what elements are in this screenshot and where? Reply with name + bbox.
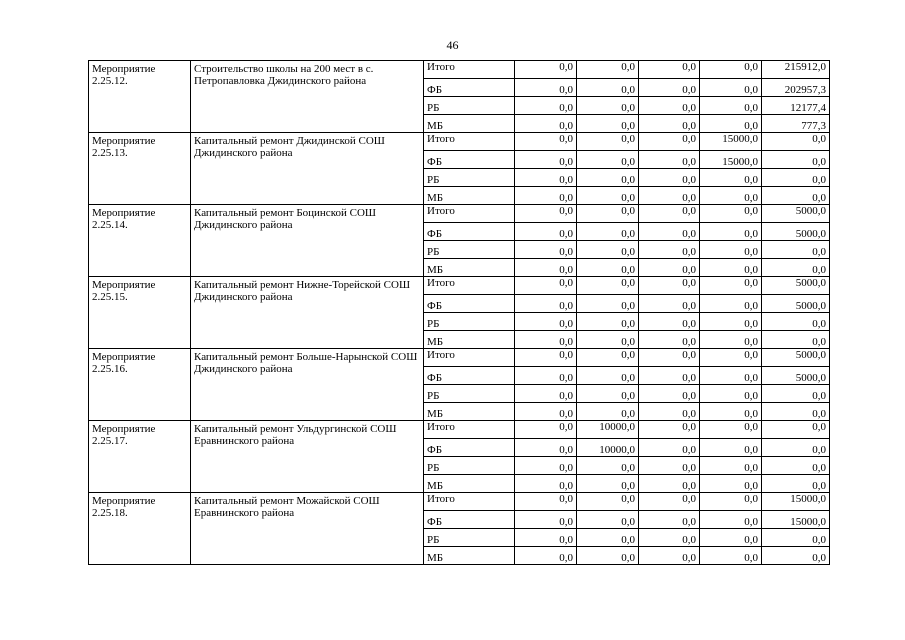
amount-cell: 0,0 — [515, 151, 577, 169]
amount-cell: 0,0 — [577, 457, 639, 475]
amount-cell: 0,0 — [762, 169, 830, 187]
amount-cell: 0,0 — [762, 151, 830, 169]
amount-cell: 0,0 — [639, 169, 700, 187]
amount-cell: 0,0 — [515, 115, 577, 133]
amount-cell: 0,0 — [700, 529, 762, 547]
amount-cell: 0,0 — [577, 187, 639, 205]
amount-cell: 0,0 — [577, 61, 639, 79]
activity-code: 2.25.15. — [92, 291, 128, 303]
activity-code: 2.25.14. — [92, 219, 128, 231]
amount-cell: 0,0 — [577, 277, 639, 295]
amount-cell: 0,0 — [700, 187, 762, 205]
amount-cell: 0,0 — [700, 223, 762, 241]
amount-cell: 0,0 — [515, 349, 577, 367]
amount-cell: 0,0 — [515, 547, 577, 565]
amount-cell: 5000,0 — [762, 205, 830, 223]
amount-cell: 0,0 — [515, 475, 577, 493]
activity-label: Мероприятие — [92, 135, 156, 147]
funding-source: РБ — [424, 241, 515, 259]
amount-cell: 0,0 — [639, 547, 700, 565]
amount-cell: 0,0 — [700, 349, 762, 367]
amount-cell: 0,0 — [700, 403, 762, 421]
funding-source: РБ — [424, 169, 515, 187]
table-body — [89, 61, 830, 565]
funding-source: МБ — [424, 259, 515, 277]
amount-cell: 10000,0 — [577, 439, 639, 457]
amount-cell: 0,0 — [762, 421, 830, 439]
amount-cell: 0,0 — [700, 475, 762, 493]
amount-cell: 0,0 — [577, 385, 639, 403]
amount-cell: 0,0 — [639, 79, 700, 97]
funding-source: РБ — [424, 529, 515, 547]
amount-cell: 12177,4 — [762, 97, 830, 115]
activity-label: Мероприятие — [92, 63, 156, 75]
page-number: 46 — [446, 38, 459, 52]
funding-source: МБ — [424, 547, 515, 565]
amount-cell: 5000,0 — [762, 367, 830, 385]
amount-cell: 0,0 — [515, 223, 577, 241]
amount-cell: 0,0 — [515, 439, 577, 457]
funding-source: РБ — [424, 97, 515, 115]
funding-source: ФБ — [424, 223, 515, 241]
amount-cell: 15000,0 — [700, 133, 762, 151]
amount-cell: 202957,3 — [762, 79, 830, 97]
amount-cell: 0,0 — [639, 367, 700, 385]
amount-cell: 0,0 — [762, 259, 830, 277]
amount-cell: 0,0 — [515, 205, 577, 223]
amount-cell: 0,0 — [639, 97, 700, 115]
funding-source: РБ — [424, 313, 515, 331]
amount-cell: 0,0 — [577, 133, 639, 151]
amount-cell: 0,0 — [639, 187, 700, 205]
amount-cell: 0,0 — [700, 259, 762, 277]
amount-cell: 0,0 — [639, 241, 700, 259]
amount-cell: 0,0 — [639, 385, 700, 403]
amount-cell: 0,0 — [639, 61, 700, 79]
amount-cell: 0,0 — [515, 169, 577, 187]
amount-cell: 0,0 — [700, 241, 762, 259]
activity-code: 2.25.16. — [92, 363, 128, 375]
amount-cell: 0,0 — [762, 547, 830, 565]
amount-cell: 0,0 — [700, 547, 762, 565]
funding-source: ФБ — [424, 151, 515, 169]
amount-cell: 0,0 — [577, 115, 639, 133]
activity-description: Капитальный ремонт Можайской СОШ Еравнинского района — [191, 493, 424, 565]
amount-cell: 0,0 — [515, 295, 577, 313]
funding-source: МБ — [424, 187, 515, 205]
amount-cell: 0,0 — [762, 439, 830, 457]
funding-source: ФБ — [424, 367, 515, 385]
amount-cell: 0,0 — [577, 223, 639, 241]
amount-cell: 0,0 — [577, 475, 639, 493]
amount-cell: 0,0 — [700, 331, 762, 349]
activity-cell — [89, 205, 191, 277]
amount-cell: 0,0 — [700, 367, 762, 385]
funding-source: МБ — [424, 331, 515, 349]
amount-cell: 5000,0 — [762, 223, 830, 241]
amount-cell: 0,0 — [639, 511, 700, 529]
funding-source: ФБ — [424, 511, 515, 529]
amount-cell: 0,0 — [577, 259, 639, 277]
amount-cell: 0,0 — [577, 529, 639, 547]
amount-cell: 0,0 — [515, 511, 577, 529]
amount-cell: 0,0 — [639, 403, 700, 421]
amount-cell: 0,0 — [639, 205, 700, 223]
amount-cell: 0,0 — [700, 511, 762, 529]
amount-cell: 0,0 — [762, 133, 830, 151]
activity-cell — [89, 349, 191, 421]
amount-cell: 0,0 — [762, 313, 830, 331]
amount-cell: 15000,0 — [762, 511, 830, 529]
amount-cell: 0,0 — [515, 529, 577, 547]
amount-cell: 0,0 — [639, 493, 700, 511]
amount-cell: 0,0 — [577, 367, 639, 385]
activity-label: Мероприятие — [92, 423, 156, 435]
amount-cell: 0,0 — [700, 97, 762, 115]
funding-source: Итого — [424, 277, 515, 295]
amount-cell: 5000,0 — [762, 349, 830, 367]
amount-cell: 0,0 — [700, 421, 762, 439]
activity-description: Строительство школы на 200 мест в с. Петропавловка Джидинского района — [191, 61, 424, 133]
funding-source: ФБ — [424, 295, 515, 313]
amount-cell: 0,0 — [700, 79, 762, 97]
amount-cell: 0,0 — [762, 529, 830, 547]
table-row — [89, 493, 830, 511]
amount-cell: 0,0 — [515, 457, 577, 475]
amount-cell: 0,0 — [577, 205, 639, 223]
amount-cell: 0,0 — [700, 277, 762, 295]
amount-cell: 0,0 — [577, 295, 639, 313]
amount-cell: 0,0 — [577, 493, 639, 511]
table-row — [89, 205, 830, 223]
amount-cell: 0,0 — [639, 349, 700, 367]
amount-cell: 0,0 — [515, 277, 577, 295]
amount-cell: 0,0 — [577, 403, 639, 421]
amount-cell: 0,0 — [700, 385, 762, 403]
amount-cell: 0,0 — [639, 439, 700, 457]
activity-label: Мероприятие — [92, 279, 156, 291]
funding-source: РБ — [424, 457, 515, 475]
funding-source: РБ — [424, 385, 515, 403]
table-row — [89, 277, 830, 295]
amount-cell: 0,0 — [515, 493, 577, 511]
amount-cell: 0,0 — [515, 385, 577, 403]
funding-source: Итого — [424, 133, 515, 151]
amount-cell: 215912,0 — [762, 61, 830, 79]
table-row — [89, 349, 830, 367]
activity-label: Мероприятие — [92, 495, 156, 507]
amount-cell: 0,0 — [639, 151, 700, 169]
amount-cell: 0,0 — [577, 97, 639, 115]
table-row — [89, 421, 830, 439]
amount-cell: 0,0 — [762, 385, 830, 403]
amount-cell: 0,0 — [577, 511, 639, 529]
amount-cell: 0,0 — [639, 421, 700, 439]
activity-label: Мероприятие — [92, 351, 156, 363]
funding-source: Итого — [424, 421, 515, 439]
amount-cell: 0,0 — [639, 295, 700, 313]
funding-source: ФБ — [424, 79, 515, 97]
amount-cell: 0,0 — [515, 241, 577, 259]
amount-cell: 0,0 — [700, 169, 762, 187]
amount-cell: 0,0 — [639, 223, 700, 241]
amount-cell: 0,0 — [639, 133, 700, 151]
table-row — [89, 133, 830, 151]
amount-cell: 0,0 — [515, 259, 577, 277]
activity-label: Мероприятие — [92, 207, 156, 219]
amount-cell: 0,0 — [762, 403, 830, 421]
activity-code: 2.25.17. — [92, 435, 128, 447]
amount-cell: 0,0 — [700, 295, 762, 313]
amount-cell: 0,0 — [639, 313, 700, 331]
funding-source: Итого — [424, 493, 515, 511]
amount-cell: 0,0 — [577, 79, 639, 97]
amount-cell: 0,0 — [762, 475, 830, 493]
activity-description: Капитальный ремонт Нижне-Торейской СОШ Джидинского района — [191, 277, 424, 349]
amount-cell: 0,0 — [515, 133, 577, 151]
amount-cell: 5000,0 — [762, 277, 830, 295]
amount-cell: 0,0 — [700, 457, 762, 475]
amount-cell: 0,0 — [700, 205, 762, 223]
budget-table — [88, 60, 830, 565]
activity-code: 2.25.13. — [92, 147, 128, 159]
amount-cell: 0,0 — [700, 61, 762, 79]
amount-cell: 0,0 — [577, 547, 639, 565]
amount-cell: 10000,0 — [577, 421, 639, 439]
amount-cell: 0,0 — [515, 421, 577, 439]
amount-cell: 0,0 — [577, 313, 639, 331]
funding-source: Итого — [424, 61, 515, 79]
amount-cell: 0,0 — [700, 439, 762, 457]
amount-cell: 0,0 — [700, 115, 762, 133]
amount-cell: 0,0 — [515, 97, 577, 115]
amount-cell: 0,0 — [762, 241, 830, 259]
amount-cell: 0,0 — [700, 493, 762, 511]
amount-cell: 0,0 — [515, 331, 577, 349]
amount-cell: 0,0 — [762, 457, 830, 475]
amount-cell: 0,0 — [515, 187, 577, 205]
amount-cell: 0,0 — [515, 61, 577, 79]
amount-cell: 0,0 — [515, 403, 577, 421]
amount-cell: 0,0 — [577, 349, 639, 367]
amount-cell: 0,0 — [639, 475, 700, 493]
amount-cell: 0,0 — [577, 169, 639, 187]
amount-cell: 0,0 — [762, 331, 830, 349]
amount-cell: 0,0 — [639, 457, 700, 475]
amount-cell: 0,0 — [515, 313, 577, 331]
activity-cell — [89, 277, 191, 349]
amount-cell: 0,0 — [639, 115, 700, 133]
amount-cell: 15000,0 — [700, 151, 762, 169]
activity-cell — [89, 61, 191, 133]
funding-source: ФБ — [424, 439, 515, 457]
funding-source: МБ — [424, 115, 515, 133]
amount-cell: 0,0 — [577, 331, 639, 349]
amount-cell: 0,0 — [639, 331, 700, 349]
table-row — [89, 61, 830, 79]
amount-cell: 0,0 — [639, 277, 700, 295]
funding-source: МБ — [424, 403, 515, 421]
activity-cell — [89, 133, 191, 205]
activity-description: Капитальный ремонт Больше-Нарынской СОШ Джидинского района — [191, 349, 424, 421]
amount-cell: 0,0 — [762, 187, 830, 205]
funding-source: Итого — [424, 349, 515, 367]
activity-cell — [89, 421, 191, 493]
amount-cell: 0,0 — [515, 367, 577, 385]
activity-code: 2.25.12. — [92, 75, 128, 87]
amount-cell: 0,0 — [577, 151, 639, 169]
amount-cell: 0,0 — [639, 259, 700, 277]
activity-code: 2.25.18. — [92, 507, 128, 519]
funding-source: Итого — [424, 205, 515, 223]
amount-cell: 0,0 — [577, 241, 639, 259]
activity-cell — [89, 493, 191, 565]
funding-source: МБ — [424, 475, 515, 493]
amount-cell: 0,0 — [700, 313, 762, 331]
activity-description: Капитальный ремонт Джидинской СОШ Джидинского района — [191, 133, 424, 205]
amount-cell: 5000,0 — [762, 295, 830, 313]
activity-description: Капитальный ремонт Боцинской СОШ Джидинского района — [191, 205, 424, 277]
activity-description: Капитальный ремонт Ульдургинской СОШ Еравнинского района — [191, 421, 424, 493]
amount-cell: 777,3 — [762, 115, 830, 133]
amount-cell: 0,0 — [639, 529, 700, 547]
amount-cell: 15000,0 — [762, 493, 830, 511]
amount-cell: 0,0 — [515, 79, 577, 97]
